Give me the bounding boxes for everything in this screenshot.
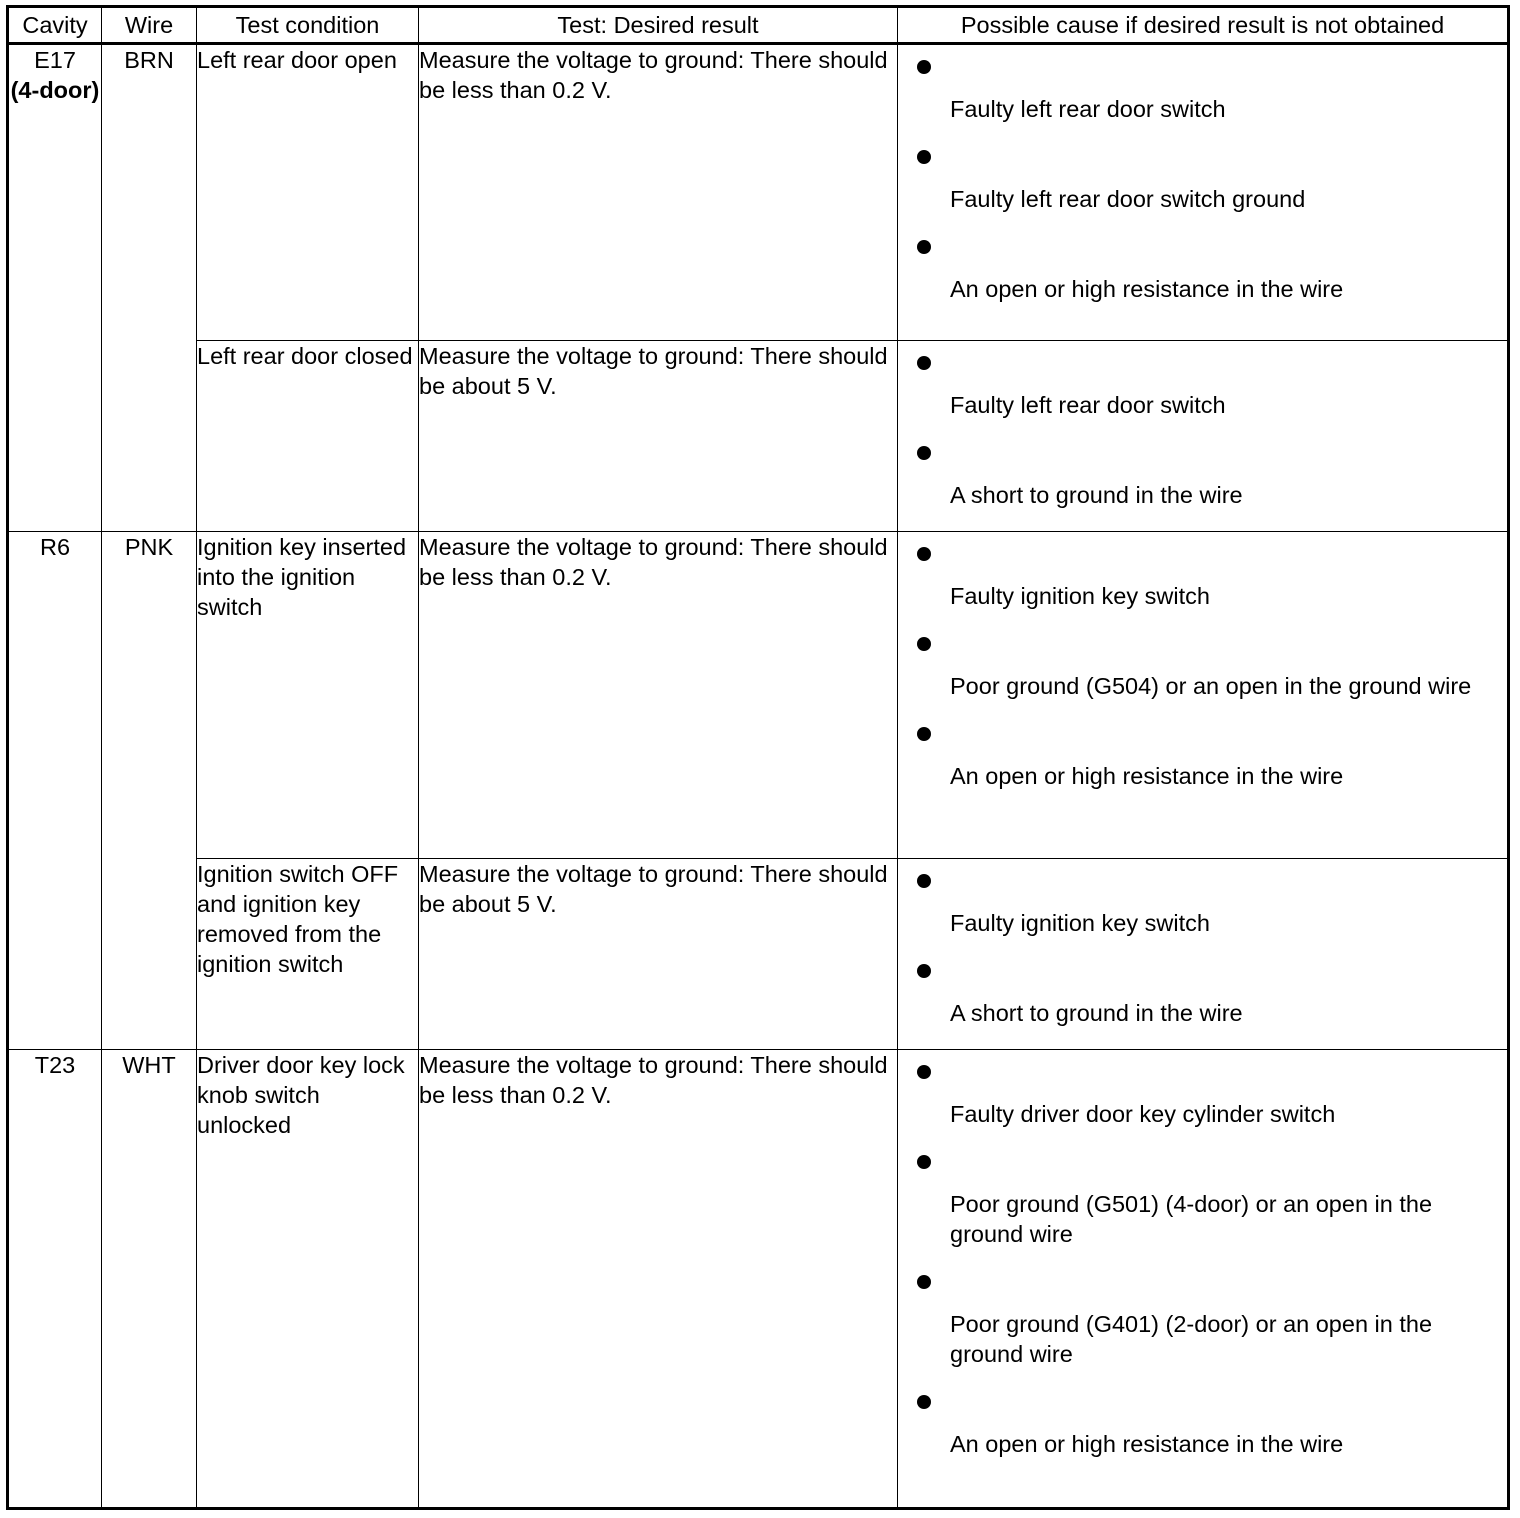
cause-item bbox=[898, 1144, 1507, 1249]
bullet-icon bbox=[917, 1275, 931, 1289]
bullet-icon bbox=[917, 150, 931, 164]
desired-result: Measure the voltage to ground: There should be about 5 V. bbox=[419, 341, 898, 532]
test-condition: Left rear door open bbox=[197, 44, 419, 341]
cause-text: Poor ground (G401) (2-door) or an open in the ground wire bbox=[950, 1311, 1433, 1367]
cause-item bbox=[898, 435, 1507, 510]
test-condition: Ignition key inserted into the ignition switch bbox=[197, 532, 419, 859]
cavity-cell bbox=[8, 532, 102, 1050]
header-desired-result: Test: Desired result bbox=[419, 7, 898, 44]
header-cavity: Cavity bbox=[8, 7, 102, 44]
cavity-cell bbox=[8, 1050, 102, 1509]
bullet-icon bbox=[917, 547, 931, 561]
cause-item bbox=[898, 953, 1507, 1028]
wire-color: WHT bbox=[102, 1050, 197, 1509]
cause-item bbox=[898, 229, 1507, 304]
cause-item bbox=[898, 139, 1507, 214]
header-wire: Wire bbox=[102, 7, 197, 44]
bullet-icon bbox=[917, 964, 931, 978]
bullet-icon bbox=[917, 446, 931, 460]
bullet-icon bbox=[917, 1065, 931, 1079]
possible-causes bbox=[898, 859, 1509, 1050]
table-row bbox=[8, 341, 1509, 532]
diagnostic-table-wrapper bbox=[6, 5, 1510, 1510]
bullet-icon bbox=[917, 1395, 931, 1409]
cavity-id: E17 bbox=[34, 47, 76, 73]
cause-text: Faulty ignition key switch bbox=[950, 583, 1210, 609]
cause-text: Faulty left rear door switch ground bbox=[950, 186, 1306, 212]
cause-text: Faulty left rear door switch bbox=[950, 96, 1226, 122]
cause-item bbox=[898, 1054, 1507, 1129]
possible-causes bbox=[898, 341, 1509, 532]
table-row bbox=[8, 44, 1509, 341]
bullet-icon bbox=[917, 240, 931, 254]
desired-result: Measure the voltage to ground: There should be less than 0.2 V. bbox=[419, 532, 898, 859]
cavity-cell bbox=[8, 44, 102, 532]
desired-result: Measure the voltage to ground: There should be less than 0.2 V. bbox=[419, 44, 898, 341]
cause-text: An open or high resistance in the wire bbox=[950, 1431, 1344, 1457]
bullet-icon bbox=[917, 874, 931, 888]
desired-result: Measure the voltage to ground: There should be about 5 V. bbox=[419, 859, 898, 1050]
cause-text: Faulty driver door key cylinder switch bbox=[950, 1101, 1336, 1127]
cause-item bbox=[898, 1384, 1507, 1459]
wire-color: PNK bbox=[102, 532, 197, 1050]
cause-text: An open or high resistance in the wire bbox=[950, 763, 1344, 789]
cause-text: An open or high resistance in the wire bbox=[950, 276, 1344, 302]
cause-text: A short to ground in the wire bbox=[950, 1000, 1243, 1026]
cause-item bbox=[898, 716, 1507, 791]
cavity-id: R6 bbox=[39, 534, 71, 560]
table-row bbox=[8, 1050, 1509, 1509]
bullet-icon bbox=[917, 1155, 931, 1169]
desired-result: Measure the voltage to ground: There should be less than 0.2 V. bbox=[419, 1050, 898, 1509]
cause-item bbox=[898, 863, 1507, 938]
diagnostic-table bbox=[6, 5, 1510, 1510]
cause-text: Poor ground (G501) (4-door) or an open in the ground wire bbox=[950, 1191, 1433, 1247]
cause-item bbox=[898, 626, 1507, 701]
bullet-icon bbox=[917, 60, 931, 74]
cause-item bbox=[898, 345, 1507, 420]
cavity-note: (4-door) bbox=[10, 77, 100, 103]
header-possible-cause: Possible cause if desired result is not obtained bbox=[898, 7, 1509, 44]
header-row bbox=[8, 7, 1509, 44]
possible-causes bbox=[898, 532, 1509, 859]
cause-text: Faulty ignition key switch bbox=[950, 910, 1210, 936]
bullet-icon bbox=[917, 727, 931, 741]
cause-item bbox=[898, 1264, 1507, 1369]
cavity-id: T23 bbox=[34, 1052, 76, 1078]
bullet-icon bbox=[917, 356, 931, 370]
cause-item bbox=[898, 536, 1507, 611]
possible-causes bbox=[898, 1050, 1509, 1509]
test-condition: Driver door key lock knob switch unlocked bbox=[197, 1050, 419, 1509]
possible-causes bbox=[898, 44, 1509, 341]
cause-text: A short to ground in the wire bbox=[950, 482, 1243, 508]
header-test-condition: Test condition bbox=[197, 7, 419, 44]
table-row bbox=[8, 859, 1509, 1050]
test-condition: Ignition switch OFF and ignition key removed from the ignition switch bbox=[197, 859, 419, 1050]
cause-text: Faulty left rear door switch bbox=[950, 392, 1226, 418]
cause-text: Poor ground (G504) or an open in the ground wire bbox=[950, 673, 1472, 699]
table-row bbox=[8, 532, 1509, 859]
cause-item bbox=[898, 49, 1507, 124]
wire-color: BRN bbox=[102, 44, 197, 532]
test-condition: Left rear door closed bbox=[197, 341, 419, 532]
bullet-icon bbox=[917, 637, 931, 651]
